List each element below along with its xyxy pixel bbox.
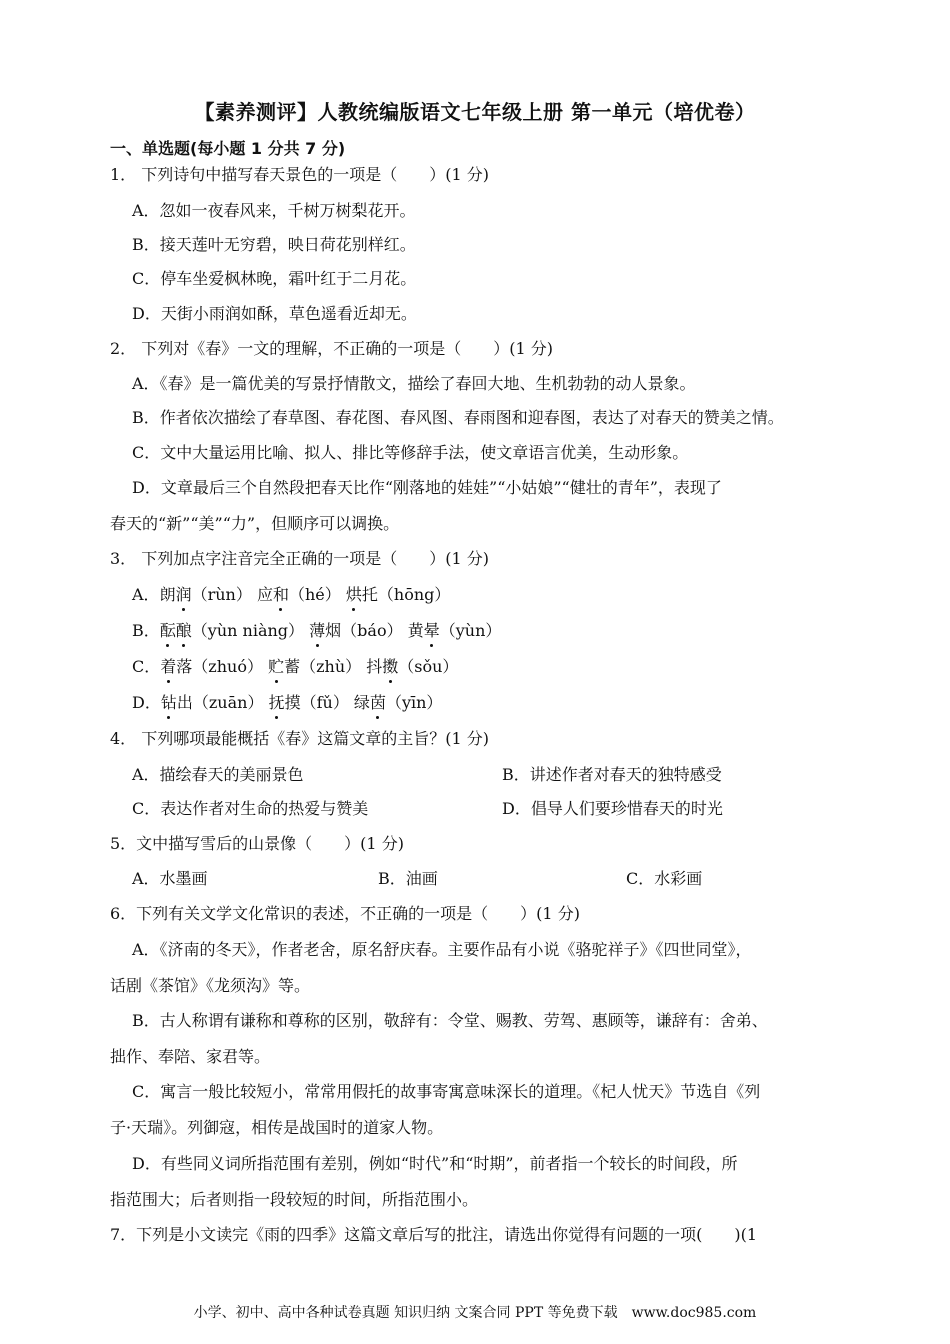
question-1-option-b: B．接天莲叶无穷碧，映日荷花别样红。 <box>132 235 416 254</box>
dotted-char: 晕 <box>424 618 440 641</box>
word-char: 黄 <box>407 621 424 640</box>
dotted-char: 薄 <box>309 618 325 641</box>
question-3-stem: 3． 下列加点字注音完全正确的一项是（ ）(1 分) <box>110 549 490 568</box>
pinyin: （yīn） <box>385 693 443 712</box>
word-char: 抖 <box>366 657 383 676</box>
question-6-stem: 6．下列有关文学文化常识的表述，不正确的一项是（ ）(1 分) <box>110 904 580 923</box>
question-1-option-a: A．忽如一夜春风来，千树万树梨花开。 <box>132 201 416 220</box>
question-2-option-b: B．作者依次描绘了春草图、春花图、春风图、春雨图和迎春图，表达了对春天的赞美之情。 <box>132 408 784 427</box>
dotted-char: 贮 <box>268 654 284 677</box>
word-char: 应 <box>256 585 273 604</box>
dotted-char: 润 <box>176 582 192 605</box>
option-label: C． <box>132 657 161 676</box>
pinyin: （fǔ） <box>300 693 349 712</box>
question-6-option-a-cont: 话剧《茶馆》《龙须沟》等。 <box>110 976 311 995</box>
option-label: A． <box>132 585 160 604</box>
pinyin: （hōng） <box>377 585 451 604</box>
option-label: B． <box>132 621 160 640</box>
question-5-option-b: B．油画 <box>378 869 438 888</box>
question-6-option-c: C．寓言一般比较短小，常常用假托的故事寄寓意味深长的道理。《杞人忧天》节选自《列 <box>132 1082 761 1101</box>
dotted-char: 酿 <box>176 618 192 641</box>
option-label: D． <box>132 693 161 712</box>
question-3-option-d <box>132 690 442 713</box>
pinyin: （zuān） <box>192 693 264 712</box>
pinyin: （zhù） <box>300 657 362 676</box>
question-2-stem: 2． 下列对《春》一文的理解，不正确的一项是（ ）(1 分) <box>110 339 554 358</box>
question-3-option-b <box>132 618 501 641</box>
pinyin: （zhuó） <box>192 657 263 676</box>
question-4-stem: 4． 下列哪项最能概括《春》这篇文章的主旨？(1 分) <box>110 729 490 748</box>
question-2-option-c: C．文中大量运用比喻、拟人、排比等修辞手法，使文章语言优美，生动形象。 <box>132 443 689 462</box>
page-title: 【素养测评】人教统编版语文七年级上册 第一单元（培优卷） <box>194 100 756 124</box>
question-4-option-d: D．倡导人们要珍惜春天的时光 <box>502 799 723 818</box>
pinyin: （yùn） <box>439 621 502 640</box>
dotted-char: 和 <box>273 582 289 605</box>
dotted-char: 擞 <box>382 654 398 677</box>
dotted-char: 烘 <box>346 582 362 605</box>
question-5-option-a: A．水墨画 <box>132 869 208 888</box>
question-1-stem: 1． 下列诗句中描写春天景色的一项是（ ）(1 分) <box>110 165 490 184</box>
question-2-option-a: A．《春》是一篇优美的写景抒情散文，描绘了春回大地、生机勃勃的动人景象。 <box>132 374 696 393</box>
word-char: 摸 <box>284 693 301 712</box>
question-6-option-d: D．有些同义词所指范围有差别，例如“时代”和“时期”，前者指一个较长的时间段，所 <box>132 1154 738 1173</box>
section-heading: 一、单选题(每小题 1 分共 7 分) <box>110 139 346 158</box>
question-3-option-c <box>132 654 458 677</box>
question-2-option-d: D．文章最后三个自然段把春天比作“刚落地的娃娃”“小姑娘”“健壮的青年”，表现了 <box>132 478 722 497</box>
word-char: 烟 <box>325 621 342 640</box>
dotted-char: 抚 <box>269 690 285 713</box>
question-4-option-b: B．讲述作者对春天的独特感受 <box>502 765 722 784</box>
question-6-option-a: A．《济南的冬天》，作者老舍，原名舒庆春。主要作品有小说《骆驼祥子》《四世同堂》， <box>132 940 752 959</box>
pinyin: （báo） <box>341 621 403 640</box>
question-4-option-c: C．表达作者对生命的热爱与赞美 <box>132 799 369 818</box>
question-1-option-c: C．停车坐爱枫林晚，霜叶红于二月花。 <box>132 269 417 288</box>
question-6-option-b: B．古人称谓有谦称和尊称的区别，敬辞有：令堂、赐教、劳驾、惠顾等，谦辞有：舍弟、 <box>132 1011 768 1030</box>
pinyin: （hé） <box>288 585 341 604</box>
pinyin: （sǒu） <box>398 657 459 676</box>
dotted-char: 茵 <box>370 690 386 713</box>
pinyin: （yùn niàng） <box>191 621 305 640</box>
question-6-option-c-cont: 子·天瑞》。列御寇，相传是战国时的道家人物。 <box>110 1118 444 1137</box>
dotted-char: 钻 <box>161 690 177 713</box>
question-3-option-a <box>132 582 450 605</box>
word-char: 托 <box>361 585 378 604</box>
question-1-option-d: D．天街小雨润如酥，草色遥看近却无。 <box>132 304 417 323</box>
question-7-stem: 7．下列是小文读完《雨的四季》这篇文章后写的批注，请选出你觉得有问题的一项( )(1 <box>110 1225 758 1244</box>
question-4-option-a: A．描绘春天的美丽景色 <box>132 765 304 784</box>
word-char: 朗 <box>159 585 176 604</box>
word-char: 出 <box>176 693 193 712</box>
dotted-char: 着 <box>160 654 176 677</box>
question-5-option-c: C．水彩画 <box>626 869 703 888</box>
page-footer: 小学、初中、高中各种试卷真题 知识归纳 文案合同 PPT 等免费下载 www.doc985.com <box>193 1305 757 1321</box>
word-char: 绿 <box>353 693 370 712</box>
question-6-option-d-cont: 指范围大；后者则指一段较短的时间，所指范围小。 <box>110 1190 479 1209</box>
word-char: 蓄 <box>284 657 301 676</box>
word-char: 落 <box>176 657 193 676</box>
question-2-option-d-cont: 春天的“新”“美”“力”，但顺序可以调换。 <box>110 514 400 533</box>
dotted-char: 酝 <box>160 618 176 641</box>
question-5-stem: 5．文中描写雪后的山景像（ ）(1 分) <box>110 834 404 853</box>
question-6-option-b-cont: 拙作、奉陪、家君等。 <box>110 1047 271 1066</box>
pinyin: （rùn） <box>191 585 252 604</box>
